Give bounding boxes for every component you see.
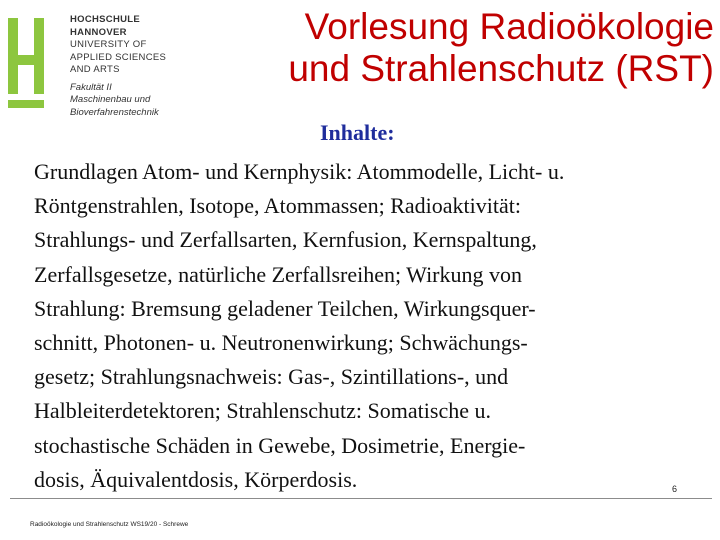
- logo-line-4: APPLIED SCIENCES: [70, 51, 167, 63]
- title-line-1: Vorlesung Radioökologie: [304, 6, 714, 47]
- title-line-2: und Strahlenschutz (RST): [288, 48, 714, 89]
- body-line: Strahlungs- und Zerfallsarten, Kernfusion, Kernspaltung,: [34, 227, 537, 253]
- page-number: 6: [672, 484, 678, 494]
- faculty-line-3: Bioverfahrenstechnik: [70, 106, 159, 118]
- contents-heading: Inhalte:: [320, 120, 395, 145]
- faculty-line-1: Fakultät II: [70, 81, 112, 93]
- body-line: Röntgenstrahlen, Isotope, Atommassen; Radioaktivität:: [34, 193, 521, 219]
- logo-line-1: HOCHSCHULE: [70, 14, 141, 25]
- university-logo: [8, 10, 178, 135]
- slide-title: [194, 6, 714, 90]
- logo-line-3: UNIVERSITY OF: [70, 39, 147, 50]
- body-line: dosis, Äquivalentdosis, Körperdosis.: [34, 466, 358, 492]
- body-line: Grundlagen Atom- und Kernphysik: Atommodelle, Licht- u.: [34, 159, 565, 184]
- body-line: gesetz; Strahlungsnachweis: Gas-, Szintillations-, und: [34, 364, 509, 390]
- footer-text: Radioökologie und Strahlenschutz WS19/20 - Schrewe: [30, 521, 189, 528]
- hochschule-h-icon: [8, 18, 48, 108]
- footer-divider: [10, 498, 712, 499]
- faculty-line-2: Maschinenbau und: [70, 94, 151, 105]
- contents-body: [34, 155, 714, 497]
- body-line: Zerfallsgesetze, natürliche Zerfallsreihen; Wirkung von: [34, 261, 523, 287]
- logo-text: [70, 14, 180, 119]
- body-line: stochastische Schäden in Gewebe, Dosimetrie, Energie-: [34, 432, 526, 458]
- body-line: Strahlung: Bremsung geladener Teilchen, Wirkungsquer-: [34, 295, 536, 321]
- logo-line-2: HANNOVER: [70, 26, 127, 38]
- logo-line-5: AND ARTS: [70, 64, 120, 75]
- body-line: Halbleiterdetektoren; Strahlenschutz: Somatische u.: [34, 398, 491, 424]
- body-line: schnitt, Photonen- u. Neutronenwirkung; Schwächungs-: [34, 330, 528, 356]
